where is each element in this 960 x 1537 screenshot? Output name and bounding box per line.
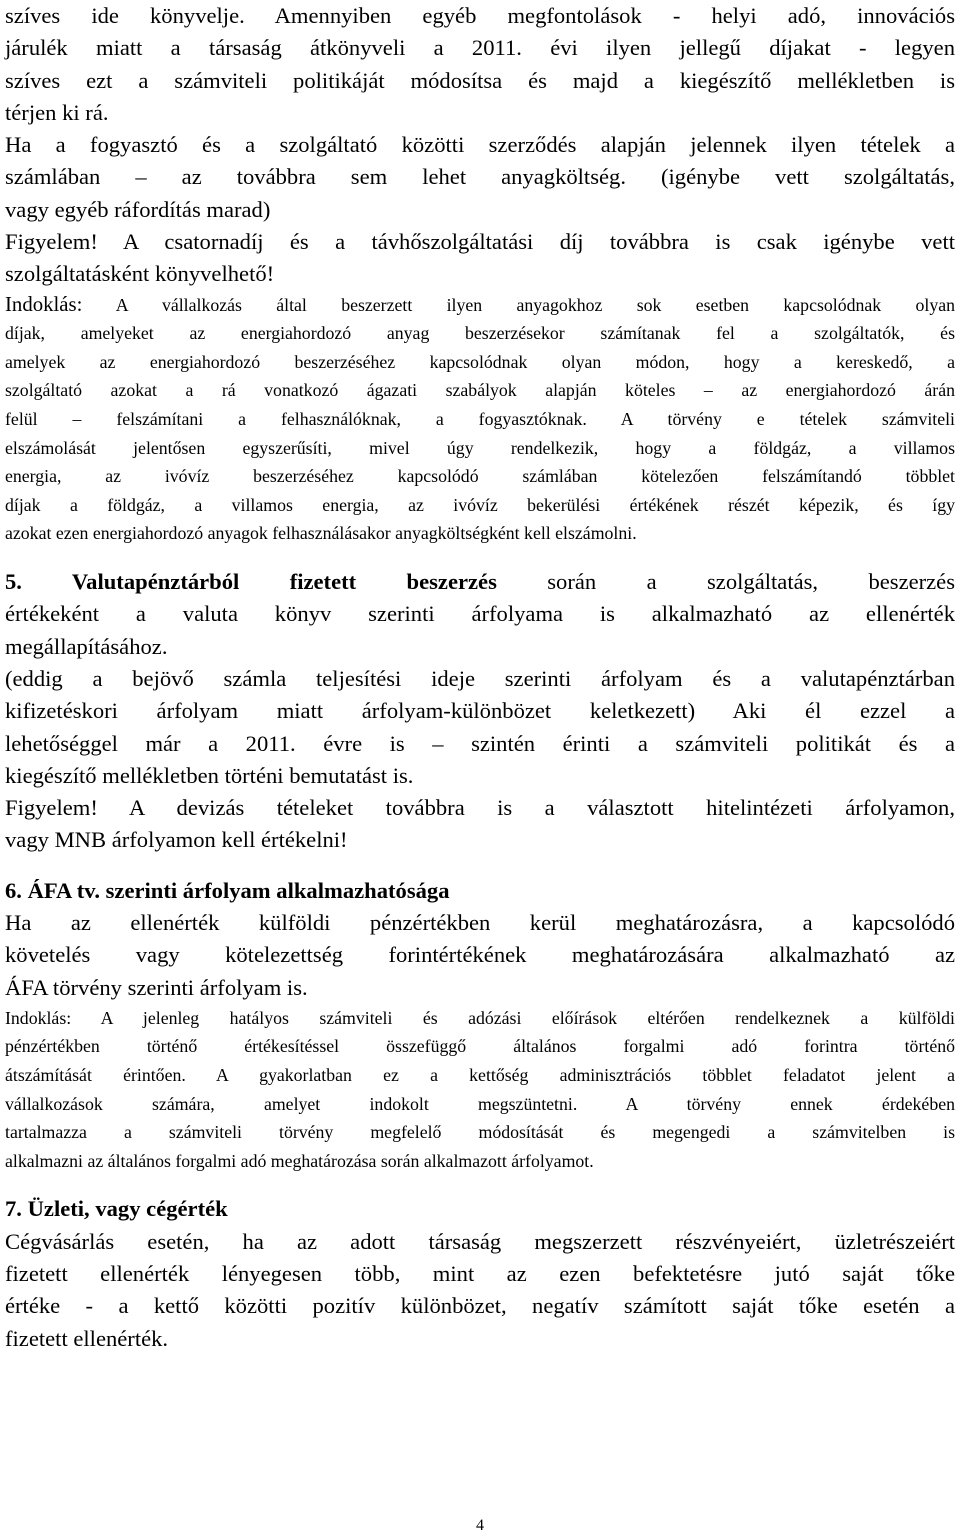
text-line: járulék miatt a társaság átkönyveli a 2011. évi ilyen jellegű díjakat - legyen — [5, 35, 955, 61]
text-line: elszámolását jelentősen egyszerűsíti, mivel úgy rendelkezik, hogy a földgáz, a villamos — [5, 437, 955, 458]
text-line: díjak a földgáz, a villamos energia, az ivóvíz bekerülési értékének részét képezik, és így — [5, 494, 955, 515]
text-line: azokat ezen energiahordozó anyagok felhasználásakor anyagköltségként kell elszámolni. — [5, 523, 637, 544]
text-line: Ha a fogyasztó és a szolgáltató közötti szerződés alapján jelennek ilyen tételek a — [5, 132, 955, 158]
page-number: 4 — [476, 1517, 484, 1534]
text-line: pénzértékben történő értékesítéssel összefüggő általános forgalmi adó forintra történő — [5, 1036, 955, 1057]
text-line: értékeként a valuta könyv szerinti árfolyama is alkalmazható az ellenérték — [5, 601, 955, 627]
text-line: térjen ki rá. — [5, 99, 109, 125]
section-heading: 5. Valutapénztárból fizetett beszerzés — [5, 569, 497, 595]
text-line: fizetett ellenérték lényegesen több, mint az ezen befektetésre jutó saját tőke — [5, 1261, 955, 1287]
document-page — [5, 0, 955, 1355]
text-line: kifizetéskori árfolyam miatt árfolyam-különbözet keletkezett) Aki él ezzel a — [5, 698, 955, 724]
text-line: Figyelem! A csatornadíj és a távhőszolgáltatási díj továbbra is csak igénybe vett — [5, 229, 955, 255]
paragraph-justification — [5, 291, 955, 548]
justification-label: Indoklás: — [5, 292, 83, 316]
text-line: kiegészítő mellékletben történi bemutatást is. — [5, 762, 414, 788]
section-heading: 6. ÁFA tv. szerinti árfolyam alkalmazhatósága — [5, 877, 450, 903]
text-line: Ha az ellenérték külföldi pénzértékben kerül meghatározásra, a kapcsolódó — [5, 909, 955, 935]
text-line: követelés vagy kötelezettség forintértékének meghatározására alkalmazható az — [5, 942, 955, 968]
paragraph-contract — [5, 129, 955, 226]
text-line: díjak, amelyeket az energiahordozó anyag beszerzésekor számítanak fel a szolgáltatók, és — [5, 323, 955, 344]
text-line: vagy egyéb ráfordítás marad) — [5, 196, 271, 222]
text-line: vagy MNB árfolyamon kell értékelni! — [5, 827, 348, 853]
text-line: (eddig a bejövő számla teljesítési ideje szerinti árfolyam és a valutapénztárban — [5, 665, 955, 691]
text-line: alkalmazni az általános forgalmi adó meghatározása során alkalmazott árfolyamot. — [5, 1150, 594, 1171]
text-line: átszámítását érintően. A gyakorlatban ez a kettőség adminisztrációs többlet feladatot jelent a — [5, 1065, 955, 1086]
paragraph-warning — [5, 226, 955, 291]
text-line: értéke - a kettő közötti pozitív különbözet, negatív számított saját tőke esetén a — [5, 1293, 955, 1319]
spacer — [5, 1175, 955, 1193]
text-line: energia, az ivóvíz beszerzéséhez kapcsolódó számlában kötelezően felszámítandó többlet — [5, 466, 955, 487]
section-6 — [5, 875, 955, 1004]
section-5 — [5, 566, 955, 857]
text-line: felül – felszámítani a felhasználóknak, a fogyasztóknak. A törvény e tételek számviteli — [5, 409, 955, 430]
spacer — [5, 857, 955, 875]
text-line: ÁFA törvény szerinti árfolyam is. — [5, 974, 308, 1000]
text-line: vállalkozások számára, amelyet indokolt megszüntetni. A törvény ennek érdekében — [5, 1093, 955, 1114]
text-line — [5, 291, 955, 320]
text-line: szíves ide könyvelje. Amennyiben egyéb megfontolások - helyi adó, innovációs — [5, 3, 955, 28]
text-line: megállapításához. — [5, 633, 168, 659]
section-heading-rest: során a szolgáltatás, beszerzés — [547, 569, 955, 595]
text-line: fizetett ellenérték. — [5, 1325, 169, 1351]
section-7 — [5, 1193, 955, 1354]
text-line: Cégvásárlás esetén, ha az adott társaság megszerzett részvényeiért, üzletrészeiért — [5, 1228, 955, 1254]
justification-text: A vállalkozás által beszerzett ilyen anyagokhoz sok esetben kapcsolódnak olyan — [115, 294, 955, 315]
spacer — [5, 548, 955, 566]
text-line: Figyelem! A devizás tételeket továbbra is a választott hitelintézeti árfolyamon, — [5, 795, 955, 821]
text-line: szolgáltató azokat a rá vonatkozó ágazati szabályok alapján köteles – az energiahordozó árán — [5, 380, 955, 401]
text-line: lehetőséggel már a 2011. évre is – szintén érinti a számviteli politikát és a — [5, 730, 955, 756]
text-line: szíves ezt a számviteli politikáját módosítsa és majd a kiegészítő mellékletben is — [5, 67, 955, 93]
text-line: tartalmazza a számviteli törvény megfelelő módosítását és megengedi a számvitelben is — [5, 1122, 955, 1143]
text-line: Indoklás: A jelenleg hatályos számviteli és adózási előírások eltérően rendelkeznek a külföldi — [5, 1007, 955, 1028]
paragraph-justification-2 — [5, 1004, 955, 1176]
text-line: számlában – az továbbra sem lehet anyagköltség. (igénybe vett szolgáltatás, — [5, 164, 955, 190]
section-heading: 7. Üzleti, vagy cégérték — [5, 1196, 228, 1222]
text-line — [5, 566, 955, 598]
text-line: szolgáltatásként könyvelhető! — [5, 261, 275, 287]
text-line: amelyek az energiahordozó beszerzéséhez kapcsolódnak olyan módon, hogy a kereskedő, a — [5, 351, 955, 372]
paragraph-intro — [5, 0, 955, 129]
